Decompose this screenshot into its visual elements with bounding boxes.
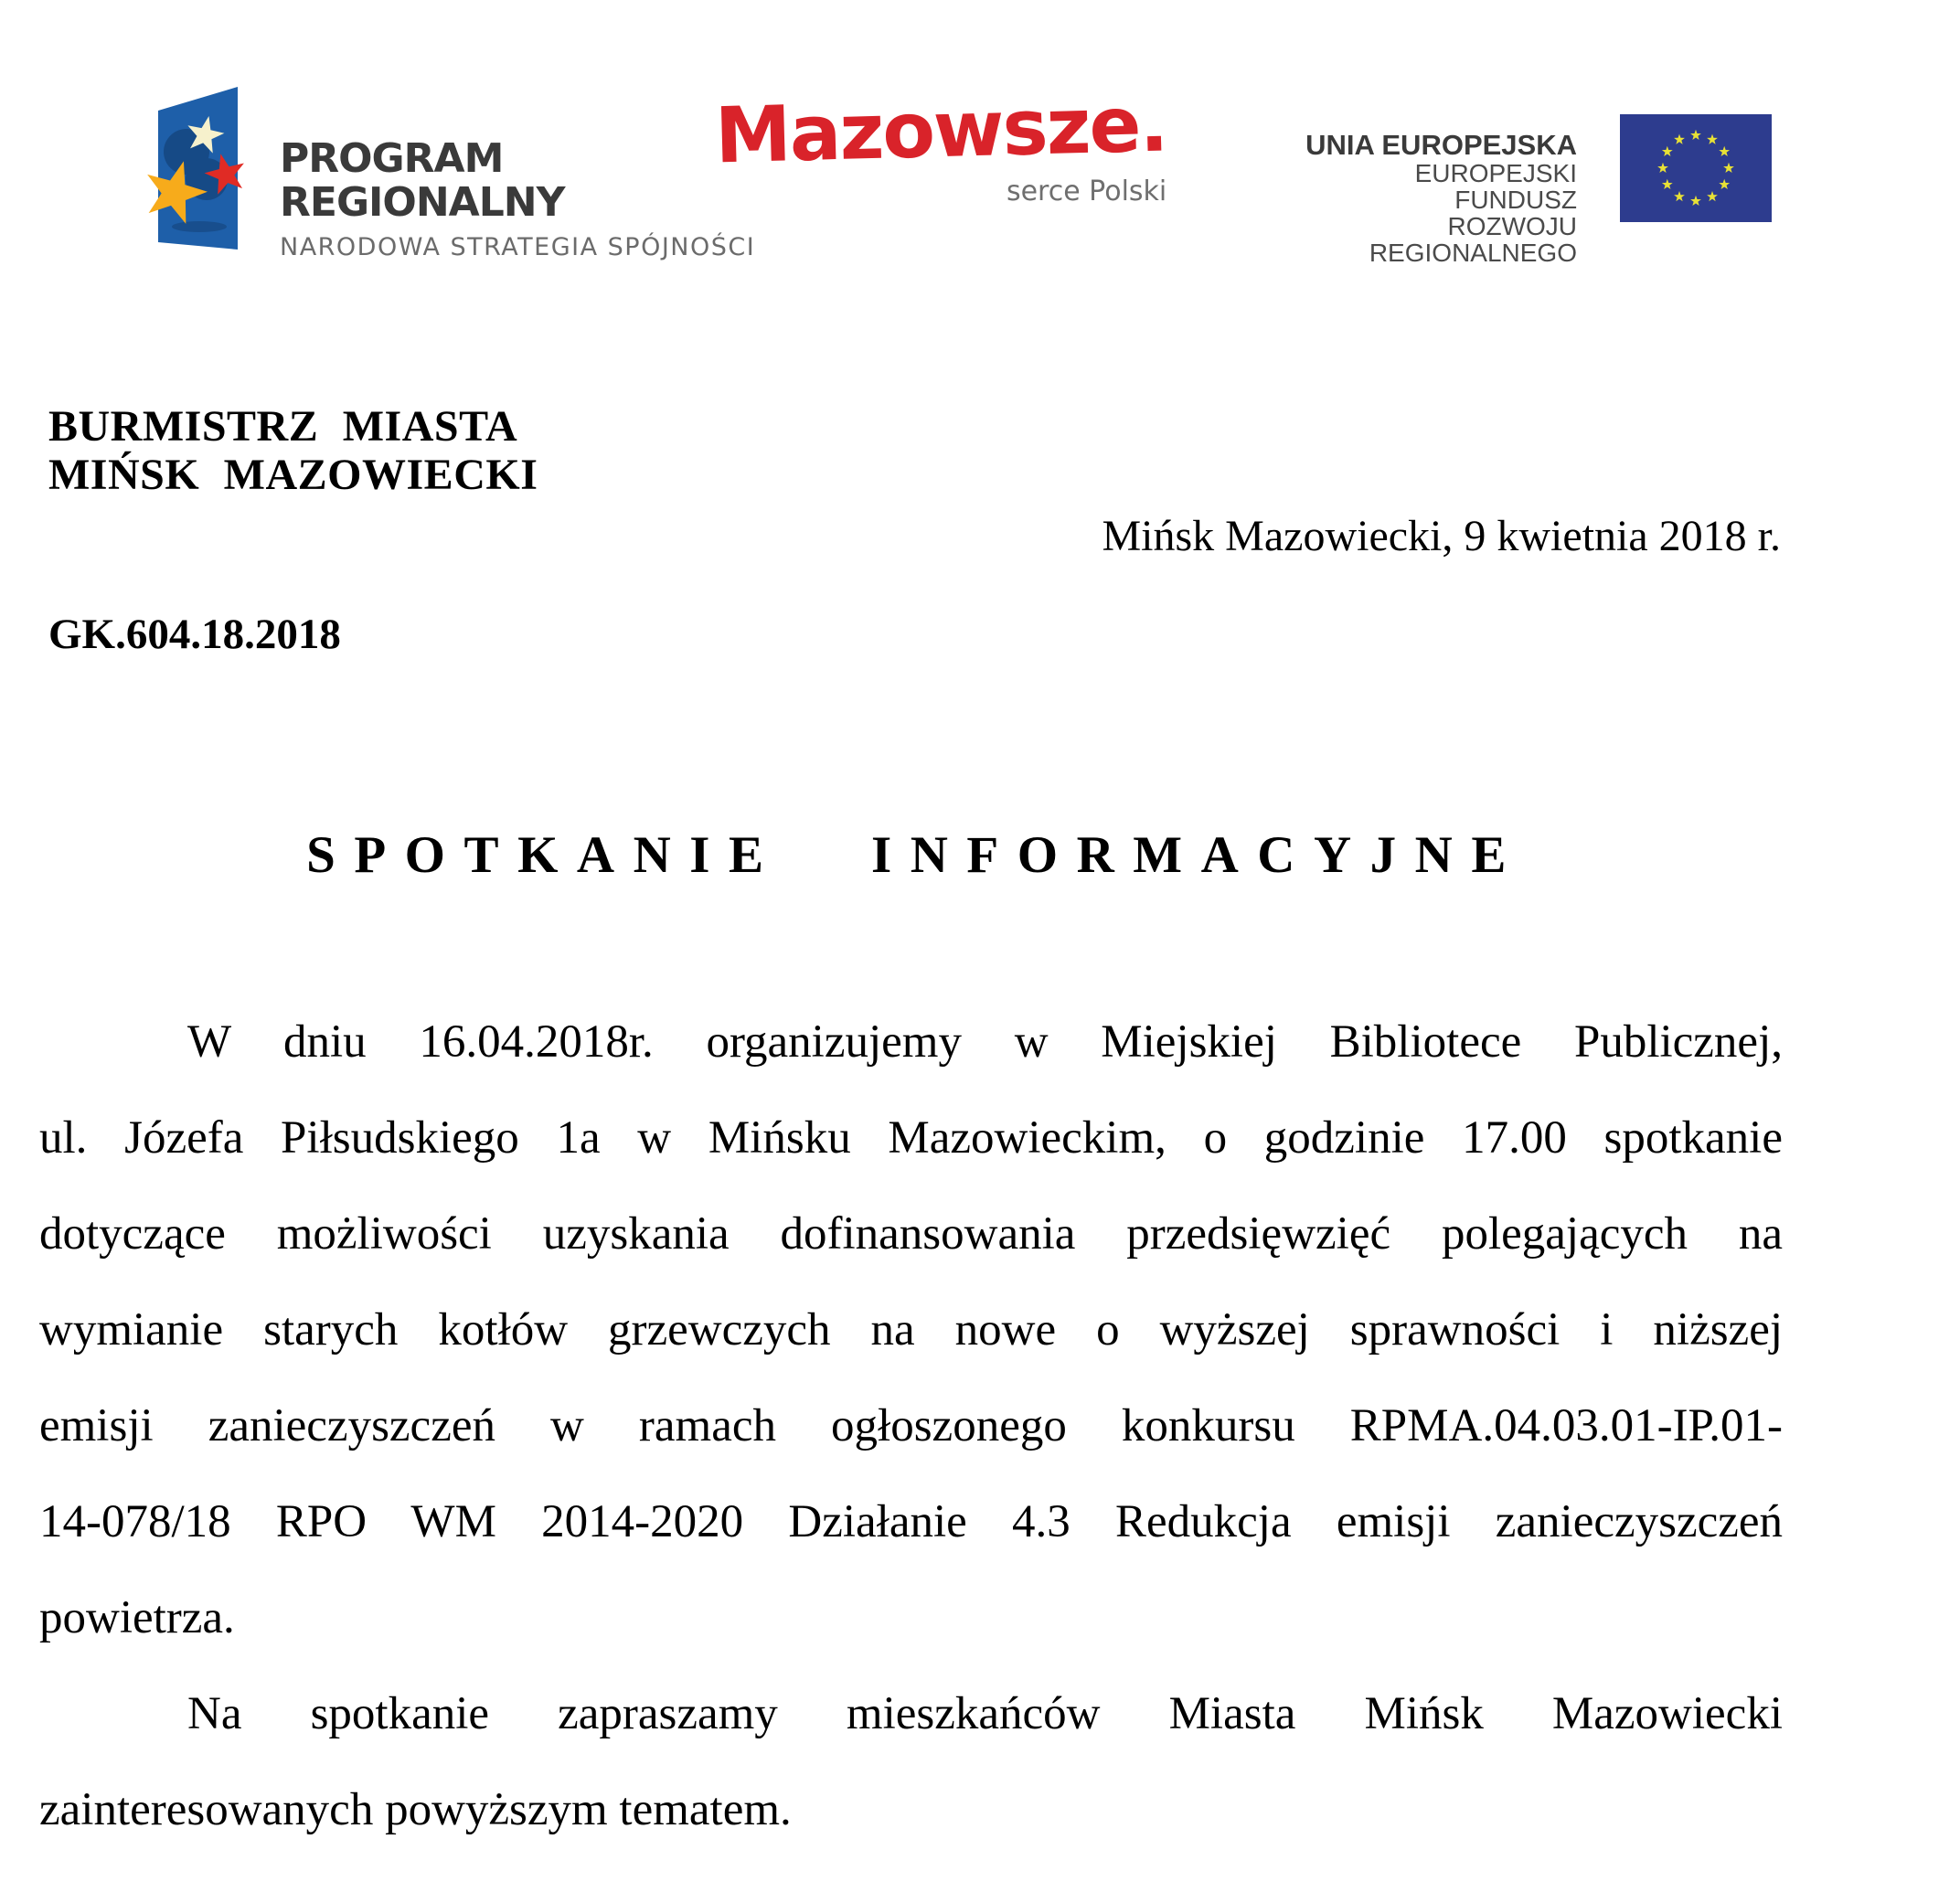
nss-title-line2: REGIONALNY xyxy=(280,179,565,226)
sender-block xyxy=(48,402,538,499)
eu-fund-label-line1: EUROPEJSKI FUNDUSZ xyxy=(1414,159,1577,214)
place-and-date: Mińsk Mazowiecki, 9 kwietnia 2018 r. xyxy=(1102,512,1781,560)
eu-union-label: UNIA EUROPEJSKA xyxy=(1305,129,1577,161)
body-line: zainteresowanych powyższym tematem. xyxy=(39,1784,792,1835)
body-line: 14-078/18 RPO WM 2014-2020 Działanie 4.3 Redukcja emisji zanieczyszczeń xyxy=(39,1496,1783,1547)
nss-subtitle: NARODOWA STRATEGIA SPÓJNOŚCI xyxy=(280,233,756,261)
body-line: emisji zanieczyszczeń w ramach ogłoszonego konkursu RPMA.04.03.01-IP.01- xyxy=(39,1400,1783,1451)
sender-line2: MIŃSK MAZOWIECKI xyxy=(48,451,538,499)
body-line: wymianie starych kotłów grzewczych na nowe o wyższej sprawności i niższej xyxy=(39,1304,1783,1355)
nss-title-line1: PROGRAM xyxy=(280,135,504,182)
body-line: W dniu 16.04.2018r. organizujemy w Miejskiej Bibliotece Publicznej, xyxy=(187,1016,1783,1068)
eu-fund-label-line2: ROZWOJU REGIONALNEGO xyxy=(1369,212,1577,267)
reference-number: GK.604.18.2018 xyxy=(48,611,341,658)
body-line: ul. Józefa Piłsudskiego 1a w Mińsku Mazowieckim, o godzinie 17.00 spotkanie xyxy=(39,1112,1783,1164)
eu-flag-icon xyxy=(1620,114,1772,222)
mazowsze-wordmark: Mazowsze. xyxy=(713,79,1168,181)
document-title: SPOTKANIE INFORMACYJNE xyxy=(306,826,1525,884)
mazowsze-tagline: serce Polski xyxy=(1006,175,1167,207)
eu-logo-text xyxy=(1298,130,1577,266)
mazowsze-logo xyxy=(713,79,1168,207)
body-line: dotyczące możliwości uzyskania dofinansowania przedsięwzięć polegających na xyxy=(39,1208,1783,1260)
letter-body xyxy=(39,994,1783,1858)
body-line: powietrza. xyxy=(39,1592,235,1643)
program-regionalny-logo-text xyxy=(280,137,755,261)
body-line: Na spotkanie zapraszamy mieszkańców Miasta Mińsk Mazowiecki xyxy=(187,1688,1783,1739)
sender-line1: BURMISTRZ MIASTA xyxy=(48,402,518,451)
